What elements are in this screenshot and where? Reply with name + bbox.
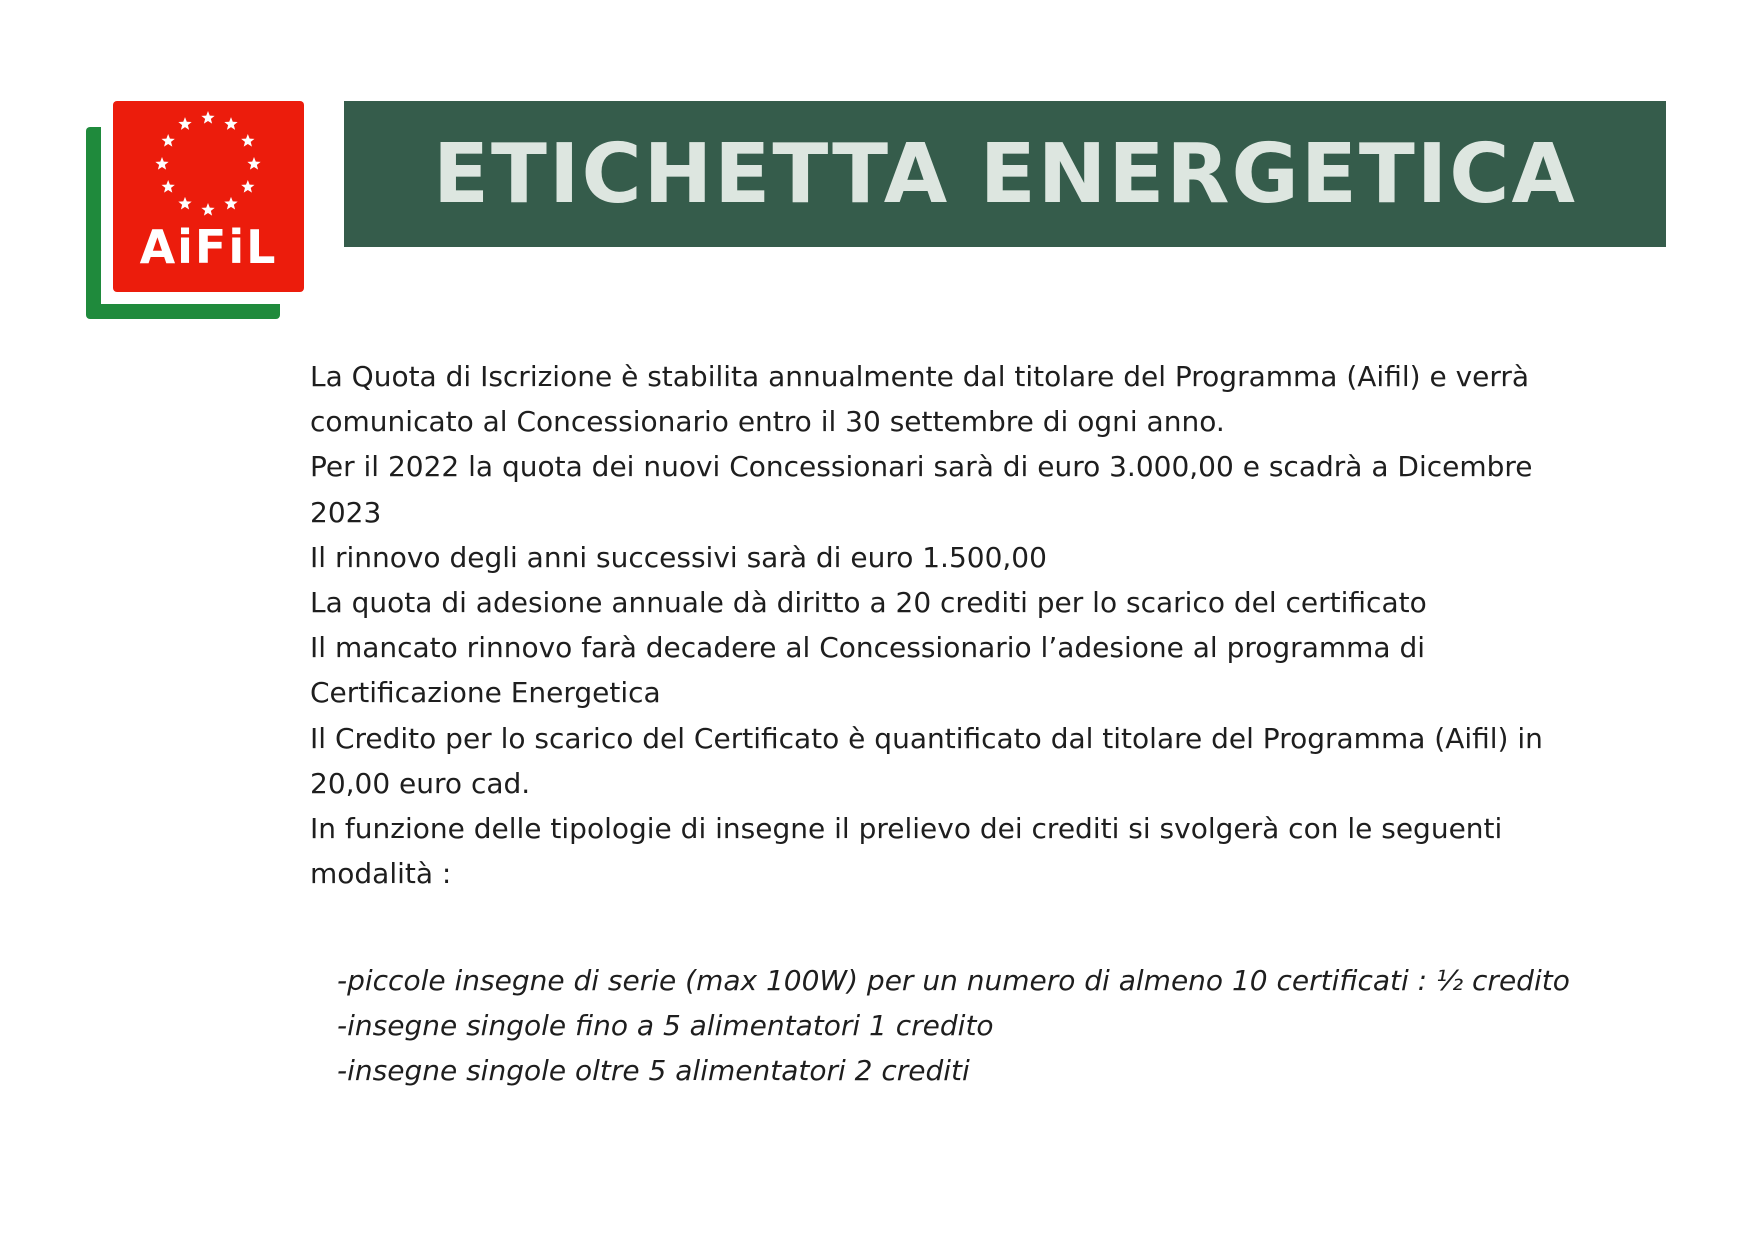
star-icon [241, 180, 254, 193]
paragraph: Il mancato rinnovo farà decadere al Concessionario l’adesione al programma di Certificazione Energetica [310, 631, 1426, 710]
paragraph: Per il 2022 la quota dei nuovi Concessionari sarà di euro 3.000,00 e scadrà a Dicembre 2023 [310, 450, 1533, 529]
list-item: -insegne singole oltre 5 alimentatori 2 crediti [337, 1054, 970, 1087]
page-title: ETICHETTA ENERGETICA [433, 126, 1577, 222]
paragraph: La Quota di Iscrizione è stabilita annualmente dal titolare del Programma (Aifil) e verrà comunicato al Concessionario entro il 30 settembre di ogni anno. [310, 360, 1530, 439]
star-icon [201, 111, 214, 124]
star-icon [247, 157, 260, 170]
paragraph: La quota di adesione annuale dà diritto a 20 crediti per lo scarico del certificato [310, 586, 1427, 620]
star-icon [162, 180, 175, 193]
modalita-list [337, 958, 1637, 1093]
main-text [310, 354, 1610, 896]
star-icon [201, 203, 214, 216]
aifil-logo [86, 101, 304, 319]
list-item: -insegne singole fino a 5 alimentatori 1 credito [337, 1009, 994, 1042]
star-icon [241, 134, 254, 147]
header-banner [344, 101, 1666, 247]
star-icon [178, 197, 191, 210]
paragraph: Il Credito per lo scarico del Certificato è quantificato dal titolare del Programma (Aifil) in 20,00 euro cad. [310, 721, 1543, 800]
star-icon [224, 197, 237, 210]
eu-stars-circle-icon [113, 101, 304, 221]
star-icon [224, 117, 237, 130]
star-icon [155, 157, 168, 170]
paragraph: Il rinnovo degli anni successivi sarà di euro 1.500,00 [310, 540, 1047, 574]
logo-text: AiFiL [139, 220, 278, 274]
star-icon [178, 117, 191, 130]
list-item: -piccole insegne di serie (max 100W) per un numero di almeno 10 certificati : ½ credito [337, 964, 1570, 997]
paragraph: In funzione delle tipologie di insegne il prelievo dei crediti si svolgerà con le seguenti modalità : [310, 812, 1503, 891]
star-icon [162, 134, 175, 147]
